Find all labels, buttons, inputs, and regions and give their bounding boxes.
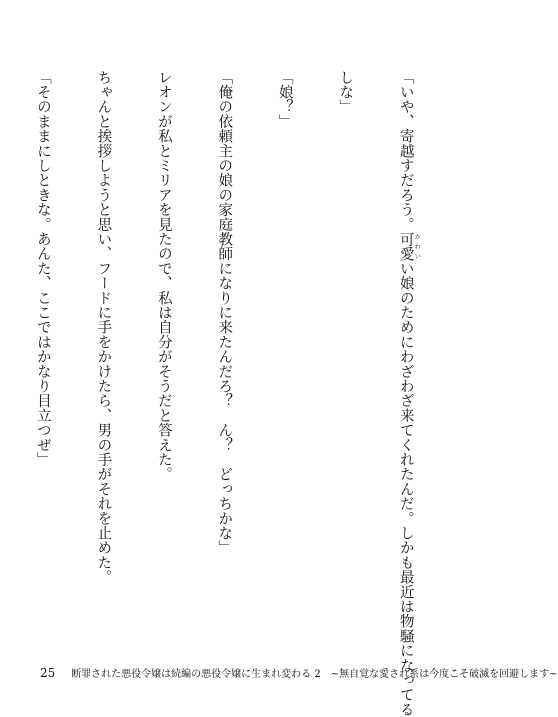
page-footer: [40, 665, 558, 683]
text-line: [396, 70, 421, 717]
text-line-tail: い娘のためにわざわざ来てくれたんだ。しかも最近は物騒になってる: [397, 261, 414, 717]
text-line-head: 「いや、寄越すだろう。: [397, 70, 414, 232]
page-number: 25: [40, 666, 56, 680]
ruby-word: [397, 231, 421, 262]
text-line: レオンが私とミリアを見たので、私は自分がそうだと答えた。: [155, 70, 172, 482]
text-line: 「娘？」: [276, 70, 293, 129]
text-line: 「俺の依頼主の娘の家庭教師になりに来たんだろ？ ん？ どっちかな」: [216, 70, 233, 556]
text-line: 「そのままにしときな。あんた、ここではかなり目立つぜ」: [34, 70, 51, 467]
ruby-base: 可愛: [397, 231, 414, 262]
running-title: 断罪された悪役令嬢は続編の悪役令嬢に生まれ変わる 2 ~無自覚な愛され系は今度こそ破滅を回避します~: [71, 669, 558, 680]
text-line: しな」: [337, 70, 354, 115]
ruby-reading: かわい: [413, 231, 421, 262]
text-line: ちゃんと挨拶しようと思い、フードに手をかけたら、男の手がそれを止めた。: [95, 70, 112, 585]
